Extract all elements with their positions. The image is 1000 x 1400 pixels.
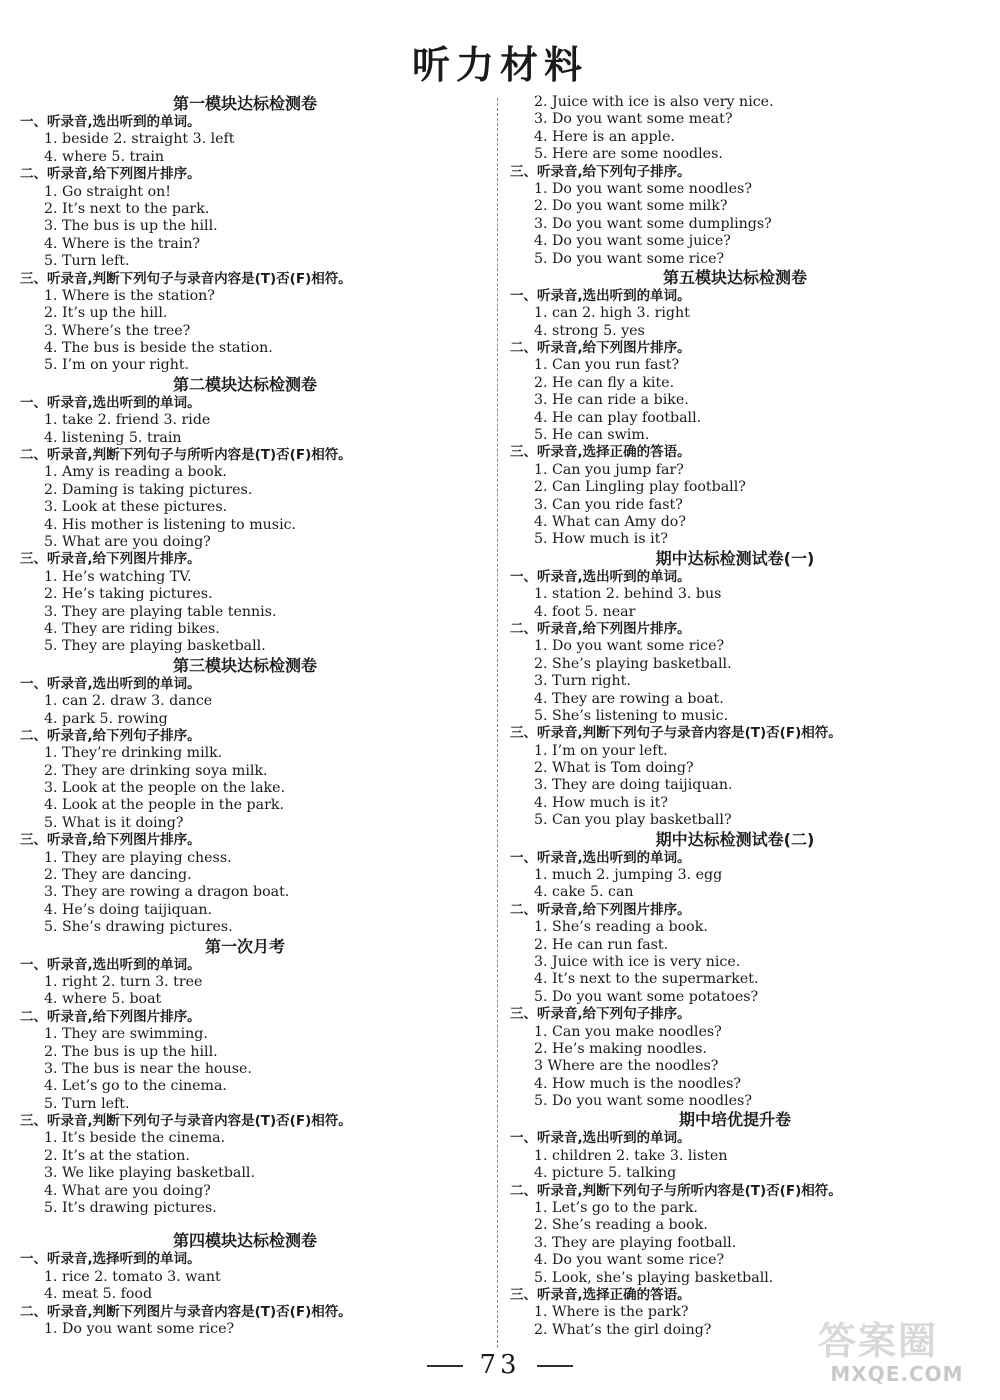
listening-line: 1. Do you want some rice? [534,638,725,655]
listening-line: 3. They are playing table tennis. [44,603,277,620]
listening-line: 2. She’s reading a book. [534,1217,708,1234]
listening-line: 3. We like playing basketball. [44,1165,255,1182]
listening-line: 4. It’s next to the supermarket. [534,971,759,988]
question-heading: 一、听录音,选出听到的单词。 [510,849,691,866]
question-heading: 三、听录音,给下列图片排序。 [20,551,201,568]
listening-line: 4. Where is the train? [44,235,201,252]
listening-line: 3. The bus is near the house. [44,1060,252,1077]
listening-line: 4. Look at the people in the park. [44,797,284,814]
listening-line: 1. They’re drinking milk. [44,745,223,762]
listening-line: 4. How much is the noodles? [534,1075,741,1092]
listening-line: 2. Daming is taking pictures. [44,481,253,498]
listening-line: 5. I’m on your right. [44,357,190,374]
listening-line: 2. Do you want some milk? [534,198,728,215]
listening-line: 3. Turn right. [534,673,631,690]
watermark-site-text: MXQE.COM [830,1362,964,1386]
question-heading: 一、听录音,选出听到的单词。 [20,956,201,973]
listening-line: 5. Turn left. [44,1095,130,1112]
listening-line: 2. Juice with ice is also very nice. [534,94,774,110]
listening-line: 1. Amy is reading a book. [44,464,227,481]
listening-line: 4. Let’s go to the cinema. [44,1078,227,1095]
question-heading: 一、听录音,选出听到的单词。 [510,1130,691,1147]
listening-line: 4. Do you want some juice? [534,233,731,250]
section-title: 第一模块达标检测卷 [172,94,317,113]
listening-line: 4. listening 5. train [44,429,182,446]
section-title: 第四模块达标检测卷 [172,1231,317,1251]
watermark-main-text: 答案圈 [818,1319,939,1363]
listening-line: 4. strong 5. yes [534,322,645,339]
footer-dash-left [427,1365,463,1367]
listening-line: 1. Do you want some noodles? [534,180,752,197]
listening-line: 5. They are playing basketball. [44,638,266,655]
question-heading: 二、听录音,判断下列句子与所听内容是(T)否(F)相符。 [20,447,352,464]
listening-line: 2. He’s making noodles. [534,1040,707,1057]
listening-line: 1. Do you want some rice? [44,1321,235,1337]
listening-line: 5. It’s drawing pictures. [44,1200,217,1217]
listening-line: 4. What can Amy do? [534,513,686,530]
listening-line: 3. Can you ride fast? [534,496,683,513]
listening-line: 4. He’s doing taijiquan. [44,901,212,918]
listening-line: 5. Can you play basketball? [534,812,732,829]
listening-line: 5. Look, she’s playing basketball. [534,1269,774,1286]
listening-line: 5. She’s listening to music. [534,707,729,724]
listening-line: 3 Where are the noodles? [534,1058,719,1075]
listening-line: 1. Where is the station? [44,287,215,304]
section-title: 第二模块达标检测卷 [172,374,317,394]
question-heading: 二、听录音,给下列图片排序。 [510,620,691,637]
listening-line: 4. What are you doing? [44,1182,211,1199]
listening-line: 1. station 2. behind 3. bus [534,586,722,603]
section-title: 第三模块达标检测卷 [172,655,317,675]
left-column [20,94,470,1338]
listening-line: 1. Can you run fast? [534,357,680,374]
listening-line: 2. They are dancing. [44,867,192,884]
listening-line: 2. He’s taking pictures. [44,586,213,603]
listening-line: 2. They are drinking soya milk. [44,762,268,779]
listening-line: 5. Do you want some rice? [534,250,725,267]
listening-line: 3. They are doing taijiquan. [534,777,733,794]
watermark-logo [812,1310,982,1388]
listening-line: 1. rice 2. tomato 3. want [44,1268,221,1285]
listening-line: 4. where 5. boat [44,991,162,1008]
question-heading: 一、听录音,选出听到的单词。 [20,394,201,411]
listening-line: 3. They are rowing a dragon boat. [44,884,290,901]
question-heading: 三、听录音,选择正确的答语。 [510,1287,691,1303]
listening-line: 3. He can ride a bike. [534,392,689,409]
listening-line: 4. His mother is listening to music. [44,516,297,533]
listening-line: 1. He’s watching TV. [44,568,192,585]
listening-line: 1. Let’s go to the park. [534,1200,698,1217]
question-heading: 二、听录音,给下列图片排序。 [510,340,691,357]
listening-line: 4. He can play football. [534,409,702,426]
listening-line: 5. Do you want some potatoes? [534,988,759,1005]
listening-line: 5. Turn left. [44,253,130,270]
footer-dash-right [537,1365,573,1367]
listening-line: 1. She’s reading a book. [534,919,708,936]
listening-line: 3. The bus is up the hill. [44,218,218,235]
listening-line: 1. beside 2. straight 3. left [44,131,235,148]
question-heading: 一、听录音,选出听到的单词。 [20,114,201,130]
section-title: 第五模块达标检测卷 [662,267,807,287]
section-title: 第一次月考 [204,936,285,956]
listening-line: 4. They are riding bikes. [44,620,220,637]
listening-line: 4. picture 5. talking [534,1165,677,1182]
listening-line: 2. What’s the girl doing? [534,1321,712,1338]
question-heading: 一、听录音,选出听到的单词。 [20,675,201,692]
question-heading: 二、听录音,给下列句子排序。 [20,727,201,744]
listening-line: 4. cake 5. can [534,884,634,901]
listening-line: 3. Look at these pictures. [44,499,228,516]
listening-line: 1. They are playing chess. [44,849,232,866]
question-heading: 二、听录音,给下列图片排序。 [510,901,691,918]
right-column [510,94,960,1339]
question-heading: 二、听录音,给下列图片排序。 [20,1008,201,1025]
listening-line: 1. Go straight on! [44,183,172,200]
question-heading: 一、听录音,选出听到的单词。 [510,287,691,304]
listening-line: 2. He can fly a kite. [534,374,675,391]
listening-line: 1. right 2. turn 3. tree [44,973,203,990]
listening-line: 1. It’s beside the cinema. [44,1130,226,1147]
listening-line: 5. What are you doing? [44,533,211,550]
section-title: 期中培优提升卷 [678,1110,791,1130]
listening-line: 2. The bus is up the hill. [44,1043,218,1060]
listening-line: 2. It’s up the hill. [44,305,168,322]
listening-line: 5. He can swim. [534,427,650,444]
listening-line: 1. Where is the park? [534,1304,689,1321]
listening-line: 2. She’s playing basketball. [534,655,732,672]
listening-line: 5. She’s drawing pictures. [44,919,233,936]
question-heading: 二、听录音,判断下列图片与录音内容是(T)否(F)相符。 [20,1303,352,1320]
listening-line: 3. Do you want some meat? [534,111,733,128]
question-heading: 二、听录音,判断下列句子与所听内容是(T)否(F)相符。 [510,1182,842,1199]
listening-line: 3. They are playing football. [534,1234,737,1251]
listening-line: 4. Do you want some rice? [534,1252,725,1269]
page-title: 听力材料 [411,43,588,87]
page-number: 73 [479,1350,521,1380]
question-heading: 三、听录音,选择正确的答语。 [510,444,691,461]
listening-line: 4. where 5. train [44,148,165,165]
question-heading: 一、听录音,选择听到的单词。 [20,1251,201,1268]
listening-line: 4. meat 5. food [44,1286,153,1303]
listening-line: 3. Do you want some dumplings? [534,215,772,232]
listening-line: 4. Here is an apple. [534,128,676,145]
listening-line: 1. I’m on your left. [534,742,668,759]
listening-line: 5. Here are some noodles. [534,146,723,163]
listening-line: 1. Can you jump far? [534,461,684,478]
listening-line: 4. park 5. rowing [44,710,168,727]
listening-line: 2. Can Lingling play football? [534,479,746,496]
column-divider [497,98,498,1348]
listening-line: 1. take 2. friend 3. ride [44,412,211,429]
listening-line: 5. How much is it? [534,531,668,548]
listening-line: 1. They are swimming. [44,1026,208,1043]
listening-line: 1. much 2. jumping 3. egg [534,867,723,884]
question-heading: 三、听录音,判断下列句子与录音内容是(T)否(F)相符。 [20,1113,352,1130]
listening-line: 3. Juice with ice is very nice. [534,953,741,970]
listening-line: 4. foot 5. near [534,603,636,620]
listening-line: 3. Look at the people on the lake. [44,780,286,797]
question-heading: 三、听录音,给下列句子排序。 [510,1006,691,1023]
listening-line: 4. They are rowing a boat. [534,690,724,707]
listening-line: 5. Do you want some noodles? [534,1093,752,1110]
listening-line: 2. He can run fast. [534,936,669,953]
question-heading: 三、听录音,给下列图片排序。 [20,832,201,849]
listening-line: 1. children 2. take 3. listen [534,1147,728,1164]
section-title: 期中达标检测试卷(一) [655,548,815,568]
question-heading: 三、听录音,给下列句子排序。 [510,163,691,180]
listening-line: 3. Where’s the tree? [44,322,191,339]
question-heading: 三、听录音,判断下列句子与录音内容是(T)否(F)相符。 [510,725,842,742]
listening-line: 2. It’s next to the park. [44,200,210,217]
listening-line: 2. What is Tom doing? [534,760,694,777]
listening-line: 1. Can you make noodles? [534,1023,722,1040]
listening-line: 5. What is it doing? [44,814,184,831]
listening-line: 4. The bus is beside the station. [44,340,273,357]
listening-line: 2. It’s at the station. [44,1147,190,1164]
question-heading: 三、听录音,判断下列句子与录音内容是(T)否(F)相符。 [20,270,352,287]
listening-line: 1. can 2. draw 3. dance [44,693,213,710]
question-heading: 二、听录音,给下列图片排序。 [20,166,201,183]
listening-line: 4. How much is it? [534,794,668,811]
section-title: 期中达标检测试卷(二) [655,829,815,849]
listening-line: 1. can 2. high 3. right [534,305,690,322]
question-heading: 一、听录音,选出听到的单词。 [510,568,691,585]
